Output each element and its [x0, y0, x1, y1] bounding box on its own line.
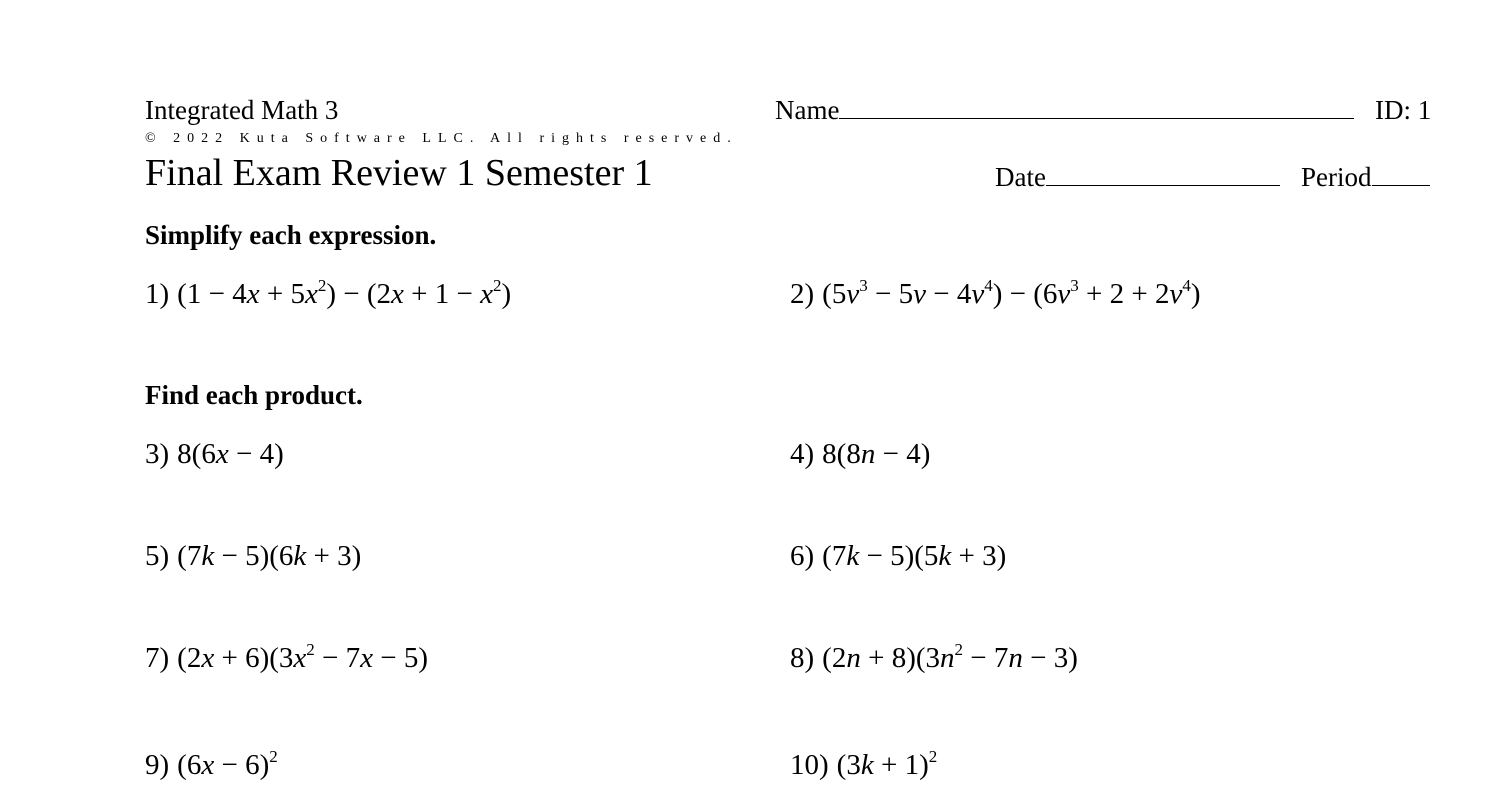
problem-5 [145, 540, 361, 573]
section-heading-product: Find each product. [145, 380, 363, 410]
period-label: Period [1301, 162, 1372, 192]
problem-8 [790, 642, 1078, 675]
problem-2 [790, 278, 1201, 311]
problem-number: 1) [145, 278, 170, 310]
problem-number: 7) [145, 642, 170, 674]
problem-expression: 8(8n − 4) [822, 438, 931, 470]
problem-number: 10) [790, 749, 829, 781]
name-label: Name [775, 95, 840, 125]
name-field[interactable] [775, 95, 1354, 126]
problem-10 [790, 749, 937, 782]
problem-number: 2) [790, 278, 815, 310]
period-blank[interactable] [1372, 163, 1430, 186]
period-field[interactable] [1301, 162, 1430, 193]
date-label: Date [995, 162, 1046, 192]
problem-expression: $(5v^3 - 5v - 4v^4) - (6v^3 + 2 + 2v^4)$ [822, 276, 1201, 310]
problem-number: 8) [790, 642, 815, 674]
problem-number: 5) [145, 540, 170, 572]
problem-number: 9) [145, 749, 170, 781]
problem-expression: 8(6x − 4) [177, 438, 284, 470]
course-name: Integrated Math 3 [145, 95, 339, 125]
problem-3 [145, 438, 284, 471]
worksheet-title: Final Exam Review 1 Semester 1 [145, 152, 653, 194]
problem-expression: $(2x + 6)(3x^2 - 7x - 5)$ [177, 640, 429, 674]
date-blank[interactable] [1046, 163, 1280, 186]
problem-expression: $(1 - 4x + 5x^2) - (2x + 1 - x^2)$ [177, 276, 512, 310]
copyright-notice: © 2022 Kuta Software LLC. All rights reserved. [145, 131, 738, 146]
problem-expression: (7k − 5)(5k + 3) [822, 540, 1007, 572]
date-field[interactable] [995, 162, 1280, 193]
problem-expression: $(3k + 1)^2$ [836, 747, 938, 781]
problem-1 [145, 278, 511, 311]
problem-4 [790, 438, 930, 471]
problem-9 [145, 749, 278, 782]
id-label: ID: 1 [1375, 95, 1432, 125]
name-blank[interactable] [839, 96, 1354, 119]
section-heading-simplify: Simplify each expression. [145, 220, 437, 250]
problem-6 [790, 540, 1006, 573]
problem-number: 3) [145, 438, 170, 470]
problem-expression: $(2n + 8)(3n^2 - 7n - 3)$ [822, 640, 1078, 674]
problem-expression: (7k − 5)(6k + 3) [177, 540, 362, 572]
problem-expression: $(6x - 6)^2$ [177, 747, 278, 781]
problem-number: 6) [790, 540, 815, 572]
problem-number: 4) [790, 438, 815, 470]
problem-7 [145, 642, 428, 675]
